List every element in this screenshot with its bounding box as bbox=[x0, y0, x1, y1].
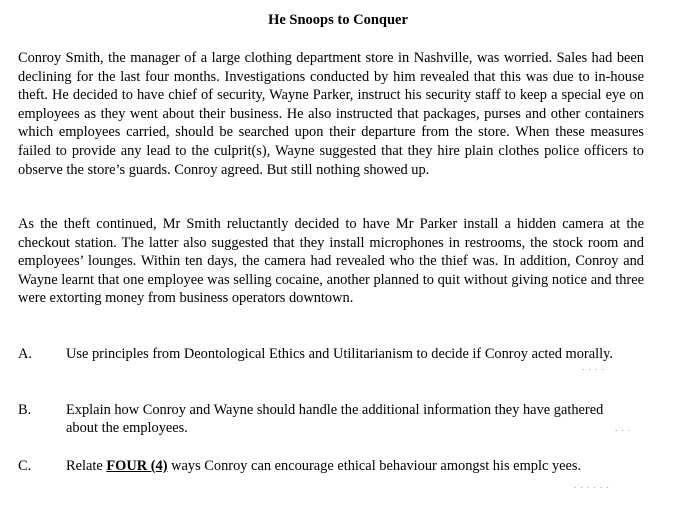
scan-speck-mark: . . . . bbox=[582, 362, 605, 372]
document-title: He Snoops to Conquer bbox=[268, 12, 408, 28]
paragraph-case-background: Conroy Smith, the manager of a large clothing department store in Nashville, was worried. Sales had been declining for the last four months. Investigations conducted by him revealed that this was due to in-house theft. He decided to have chief of security, Wayne Parker, instruct his security staff to keep a special eye on employees as they went about their business. He also instructed that packages, purses and other containers which employees carried, should be searched upon their departure from the store. When these measures failed to provide any lead to the culprit(s), Wayne suggested that they hire plain clothes police officers to observe the store’s guards. Conroy agreed. But still nothing showed up. bbox=[18, 50, 644, 178]
question-a-letter: A. bbox=[18, 346, 32, 362]
paragraph-case-escalation: As the theft continued, Mr Smith reluctantly decided to have Mr Parker install a hidden camera at the checkout station. The latter also suggested that they install microphones in restrooms, the stock room and employees’ lounges. Within ten days, the camera had revealed who the thief was. In addition, Conroy and Wayne learnt that one employee was selling cocaine, another planned to quit without giving notice and three were extorting money from business operators downtown. bbox=[18, 216, 644, 307]
question-c-text-after: ways Conroy can encourage ethical behaviour amongst his emplc yees. bbox=[167, 458, 582, 474]
question-c-text bbox=[66, 457, 656, 475]
question-a-text: Use principles from Deontological Ethics and Utilitarianism to decide if Conroy acted morally. bbox=[66, 346, 613, 362]
question-c-letter: C. bbox=[18, 458, 32, 474]
question-b-letter: B. bbox=[18, 402, 32, 418]
question-c-emphasis: FOUR (4) bbox=[106, 458, 168, 474]
question-b-text: Explain how Conroy and Wayne should handle the additional information they have gathered about the employees. bbox=[66, 402, 604, 436]
scan-speck-mark: . . . . . . bbox=[574, 480, 610, 490]
scan-speck-mark: . . . bbox=[615, 423, 632, 433]
question-c-text-before: Relate bbox=[66, 458, 107, 474]
